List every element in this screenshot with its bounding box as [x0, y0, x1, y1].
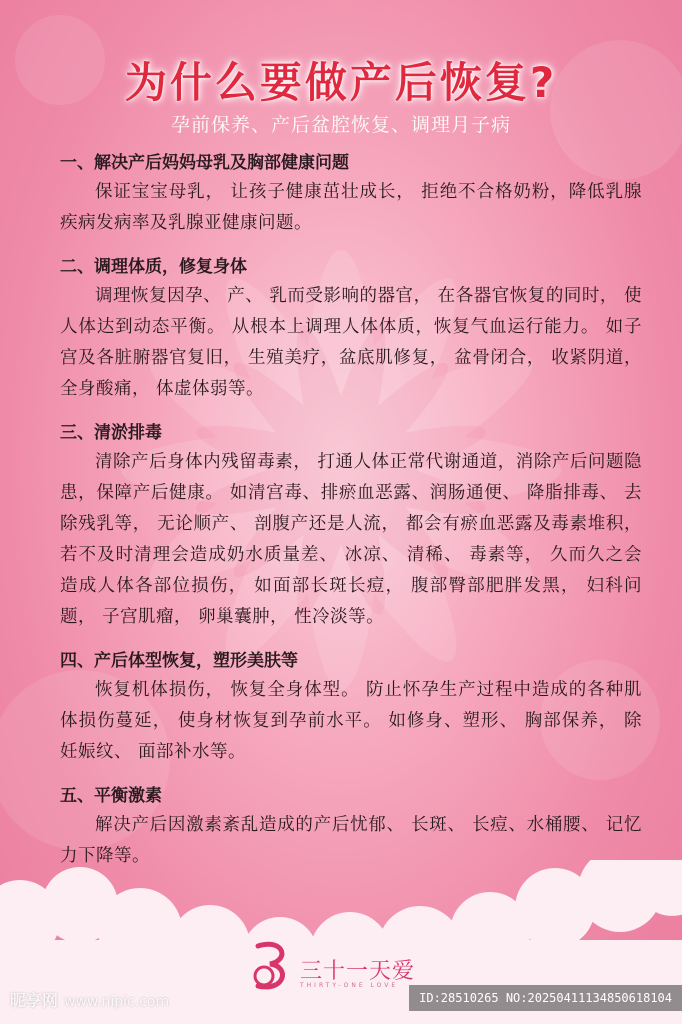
- section-5: [60, 782, 642, 872]
- section-body: 恢复机体损伤， 恢复全身体型。 防止怀孕生产过程中造成的各种肌体损伤蔓延， 使身材恢复到孕前水平。 如修身、塑形、 胸部保养， 除妊娠纹、 面部补水等。: [60, 680, 642, 762]
- image-id-bar: ID:28510265 NO:20250411134850618104: [409, 985, 682, 1011]
- section-heading: 一、解决产后妈妈母乳及胸部健康问题: [60, 153, 349, 173]
- page-subtitle: 孕前保养、产后盆腔恢复、调理月子病: [170, 114, 511, 136]
- section-heading: 二、调理体质，修复身体: [60, 257, 247, 277]
- section-body: 调理恢复因孕、 产、 乳而受影响的器官， 在各器官恢复的同时， 使人体达到动态平衡。 从根本上调理人体体质，恢复气血运行能力。 如子宫及各脏腑器官复旧， 生殖美疗，盆底肌修复， 盆骨闭合， 收紧阴道， 全身酸痛， 体虚体弱等。: [60, 286, 642, 399]
- section-4: [60, 647, 642, 768]
- section-heading: 五、平衡激素: [60, 786, 162, 806]
- site-watermark: [10, 988, 169, 1011]
- watermark-url: www.nipic.com: [64, 994, 170, 1010]
- section-heading: 三、清淤排毒: [60, 423, 162, 443]
- page-title: 为什么要做产后恢复?: [124, 58, 558, 107]
- article-content: [60, 149, 642, 886]
- logo-name: 三十一天爱: [300, 959, 416, 984]
- section-1: [60, 149, 642, 239]
- section-body: 清除产后身体内残留毒素， 打通人体正常代谢通道，消除产后问题隐患，保障产后健康。 如清宫毒、排瘀血恶露、润肠通便、 降脂排毒、 去除残乳等， 无论顺产、 剖腹产还是人流， 都会有瘀血恶露及毒素堆积， 若不及时清理会造成奶水质量差、 冰凉、 清稀、 毒素等， 久而久之会造成人体各部位损伤， 如面部长斑长痘， 腹部臀部肥胖发黑， 妇科问题， 子宫肌瘤， 卵巢囊肿， 性冷淡等。: [60, 452, 642, 627]
- section-body: 保证宝宝母乳， 让孩子健康茁壮成长， 拒绝不合格奶粉，降低乳腺疾病发病率及乳腺亚健康问题。: [60, 182, 642, 233]
- section-heading: 四、产后体型恢复，塑形美肤等: [60, 651, 298, 671]
- section-body: 解决产后因激素紊乱造成的产后忧郁、 长斑、 长痘、水桶腰、 记忆力下降等。: [60, 815, 642, 866]
- logo-swirl-icon: [244, 938, 296, 994]
- watermark-site-name: 昵享网: [10, 991, 59, 1010]
- logo-tagline: THIRTY-ONE LOVE: [300, 982, 399, 989]
- section-2: [60, 253, 642, 405]
- brand-logo: [244, 938, 434, 998]
- section-3: [60, 419, 642, 633]
